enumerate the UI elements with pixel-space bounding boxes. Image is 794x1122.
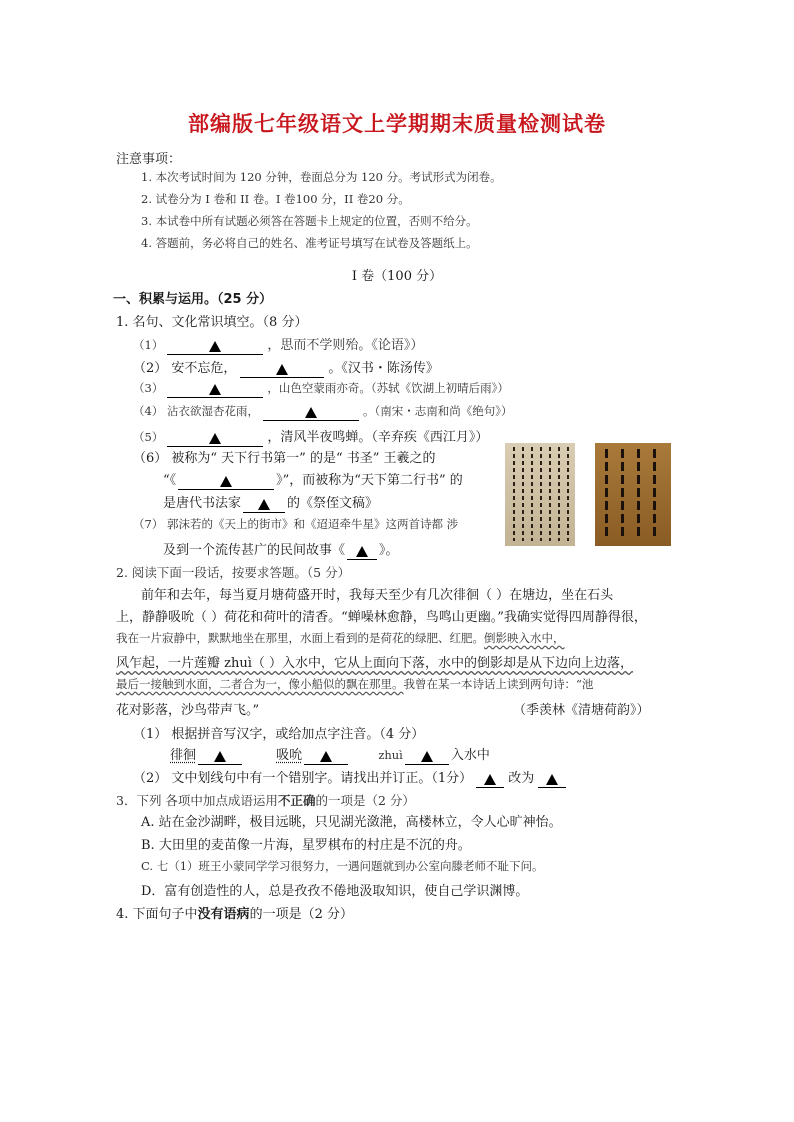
question-3-stem: 3．下列 各项中加点成语运用不正确的一项是（2 分） <box>116 793 415 808</box>
q1-line-3: （3） ，山色空蒙雨亦奇。（苏轼《饮湖上初晴后雨》） <box>133 380 509 398</box>
question-1-stem: 1. 名句、文化常识填空。（8 分） <box>116 315 308 330</box>
answer-blank[interactable] <box>538 773 566 788</box>
notice-heading: 注意事项： <box>116 152 182 167</box>
answer-blank[interactable] <box>198 750 242 765</box>
notice-item: 1. 本次考试时间为 120 分钟，卷面总分为 120 分。考试形式为闭卷。 <box>141 170 502 184</box>
q1-line-5: （5） ，清风半夜鸣蝉。（辛弃疾《西江月》） <box>133 430 489 445</box>
answer-blank[interactable] <box>405 750 449 765</box>
option-a[interactable]: A. 站在金沙湖畔，极目远眺，只见湖光潋滟，高楼林立，令人心旷神怡。 <box>141 815 562 830</box>
q1-line-7: （7） 郭沫若的《天上的街市》和《迢迢牵牛星》这两首诗都 涉 <box>133 517 459 531</box>
q2-paragraph: 花对影落，沙鸟带声飞。” <box>116 703 260 718</box>
q1-line-6b: “《 》”，而被称为“天下第二行书” 的 <box>163 473 463 488</box>
q1-line-4: （4） 沾衣欲湿杏花雨， 。（南宋・志南和尚《绝句》） <box>133 403 512 421</box>
triangle-icon <box>484 774 496 785</box>
answer-blank[interactable] <box>304 750 348 765</box>
notice-item: 4. 答题前，务必将自己的姓名、准考证号填写在试卷及答题纸上。 <box>141 236 478 250</box>
q2-paragraph: 最后一接触到水面，二者合为一，像小船似的飘在那里。我曾在某一本诗话上读到两句诗：“池 <box>116 677 594 691</box>
q1-line-7b: 及到一个流传甚广的民间故事《 》。 <box>163 543 399 558</box>
q1-line-6c: 是唐代书法家 的《祭侄文稿》 <box>163 496 379 511</box>
q2-paragraph: 我在一片寂静中，默默地坐在那里，水面上看到的是荷花的绿肥、红肥。倒影映入水中， <box>116 631 565 645</box>
question-4-stem: 4. 下面句子中没有语病的一项是（2 分） <box>116 907 353 922</box>
answer-blank[interactable] <box>243 498 285 513</box>
q2-source: （季羡林《清塘荷韵》） <box>513 703 650 718</box>
option-c[interactable]: C. 七（1）班王小蒙同学学习很努力，一遇问题就到办公室向滕老师不耻下问。 <box>141 859 544 873</box>
q1-line-2: （2） 安不忘危， 。《汉书・陈汤传》 <box>133 361 439 376</box>
q1-line-1: （1） ，思而不学则殆。《论语》） <box>133 338 424 353</box>
triangle-icon <box>258 499 270 510</box>
section-heading: 一、积累与运用。（25 分） <box>113 292 273 307</box>
q1-line-6: （6） 被称为“ 天下行书第一” 的是“ 书圣” 王羲之的 <box>133 451 436 466</box>
triangle-icon <box>209 433 221 444</box>
notice-item: 2. 试卷分为 I 卷和 II 卷。I 卷100 分，II 卷20 分。 <box>141 192 410 206</box>
q2-pinyin-row: 徘徊 吸吮 zhuì 入水中 <box>170 748 490 763</box>
calligraphy-image-lanting <box>505 443 575 546</box>
triangle-icon <box>220 476 232 487</box>
triangle-icon <box>209 341 221 352</box>
answer-blank[interactable] <box>167 383 263 398</box>
triangle-icon <box>214 751 226 762</box>
notice-item: 3. 本试卷中所有试题必须答在答题卡上规定的位置，否则不给分。 <box>141 214 478 228</box>
underlined-sentence: 倒影映入水中， <box>484 631 565 645</box>
answer-blank[interactable] <box>347 545 377 560</box>
answer-blank[interactable] <box>240 363 324 378</box>
answer-blank[interactable] <box>263 406 359 421</box>
underlined-sentence: 最后一接触到水面，二者合为一，像小船似的飘在那里。 <box>116 677 404 691</box>
underlined-sentence: 风乍起，一片莲瓣 zhuì（ ）入水中，它从上面向下落，水中的倒影却是从下边向上边落， <box>116 656 634 671</box>
triangle-icon <box>209 384 221 395</box>
triangle-icon <box>276 364 288 375</box>
calligraphy-image-jizhi <box>595 443 671 546</box>
answer-blank[interactable] <box>167 432 263 447</box>
option-d[interactable]: D．富有创造性的人，总是孜孜不倦地汲取知识，使自己学识渊博。 <box>141 884 529 899</box>
question-2-stem: 2. 阅读下面一段话，按要求答题。（5 分） <box>116 565 351 580</box>
triangle-icon <box>546 774 558 785</box>
triangle-icon <box>305 407 317 418</box>
q2-sub-2: （2） 文中划线句中有一个错别字。请找出并订正。（1分） 改为 <box>133 767 570 788</box>
volume-heading: I 卷（100 分） <box>351 269 443 284</box>
triangle-icon <box>421 751 433 762</box>
q2-paragraph: 上，静静吸吮（ ）荷花和荷叶的清香。“蝉噪林愈静，鸟鸣山更幽。”我确实觉得四周静得很， <box>116 610 647 625</box>
answer-blank[interactable] <box>476 773 504 788</box>
triangle-icon <box>356 546 368 557</box>
q2-sub-1: （1） 根据拼音写汉字，或给加点字注音。（4 分） <box>133 727 425 742</box>
option-b[interactable]: B. 大田里的麦苗像一片海，星罗棋布的村庄是不沉的舟。 <box>141 838 471 853</box>
answer-blank[interactable] <box>167 340 263 355</box>
q2-paragraph: 前年和去年，每当夏月塘荷盛开时，我每天至少有几次徘徊（ ）在塘边，坐在石头 <box>141 588 614 603</box>
triangle-icon <box>320 751 332 762</box>
page-title: 部编版七年级语文上学期期末质量检测试卷 <box>188 112 606 136</box>
answer-blank[interactable] <box>178 475 274 490</box>
